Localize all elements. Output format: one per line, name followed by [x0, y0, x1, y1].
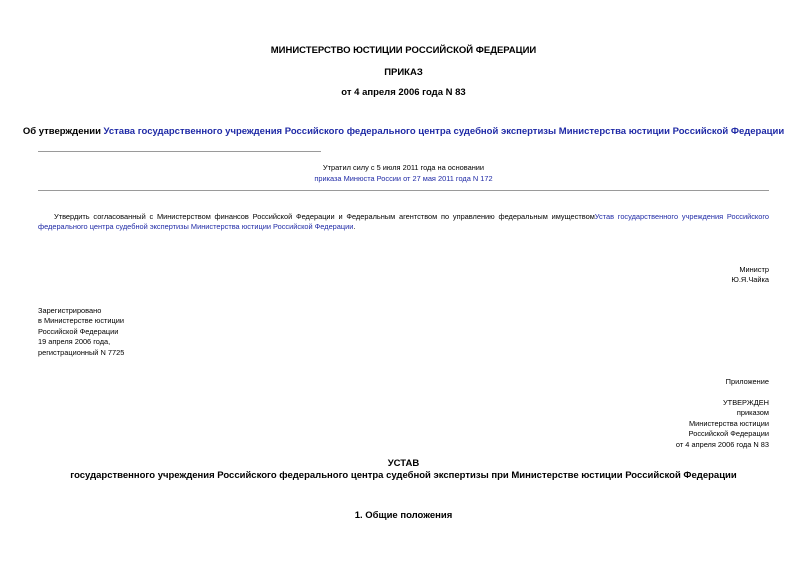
charter-body-link[interactable]: Устав государственного учреждения Российского федерального центра судебной экспертизы Министерства юстиции Российской Федерации — [38, 212, 769, 232]
signature-position: Министр — [739, 265, 769, 274]
approved-block — [676, 398, 769, 450]
registration-line: регистрационный N 7725 — [38, 347, 125, 357]
status-expired-text: Утратил силу с 5 июля 2011 года на основании — [322, 163, 485, 172]
registration-line: в Министерстве юстиции — [38, 316, 125, 326]
divider-full — [38, 190, 769, 191]
registration-line: Российской Федерации — [38, 326, 119, 336]
signature-block — [731, 265, 769, 286]
charter-title-link[interactable]: Устава государственного учреждения Российского федерального центра судебной экспертизы Министерства юстиции Российской Федерации — [103, 126, 785, 137]
appendix-label: Приложение — [725, 377, 769, 386]
approved-line: Министерства юстиции — [688, 418, 769, 428]
approved-line: от 4 апреля 2006 года N 83 — [675, 439, 769, 449]
registration-line: Зарегистрировано — [38, 306, 102, 315]
body-end: . — [353, 222, 356, 232]
ministry-heading: МИНИСТЕРСТВО ЮСТИЦИИ РОССИЙСКОЙ ФЕДЕРАЦИИ — [270, 45, 537, 56]
title-prefix: Об утверждении — [22, 126, 104, 137]
doc-type-heading: ПРИКАЗ — [384, 67, 423, 78]
signature-name: Ю.Я.Чайка — [731, 275, 769, 285]
doc-date-number: от 4 апреля 2006 года N 83 — [341, 87, 466, 98]
approved-line: приказом — [736, 408, 769, 418]
registration-line: 19 апреля 2006 года, — [38, 337, 111, 347]
body-text: Утвердить согласованный с Министерством финансов Российской Федерации и Федеральным агентством по управлению федеральным имуществом — [54, 212, 595, 221]
section-heading: 1. Общие положения — [354, 510, 453, 521]
charter-title: УСТАВ — [387, 458, 420, 469]
charter-subtitle: государственного учреждения Российского федерального центра судебной экспертизы при Министерстве юстиции Российской Федерации — [70, 470, 737, 481]
document-title — [0, 126, 807, 137]
body-paragraph — [38, 212, 769, 233]
registration-block — [38, 306, 124, 358]
divider-short — [38, 151, 321, 152]
approved-line: УТВЕРЖДЕН — [722, 398, 769, 407]
approved-line: Российской Федерации — [688, 429, 769, 439]
status-order-link[interactable]: приказа Минюста России от 27 мая 2011 года N 172 — [314, 174, 493, 183]
